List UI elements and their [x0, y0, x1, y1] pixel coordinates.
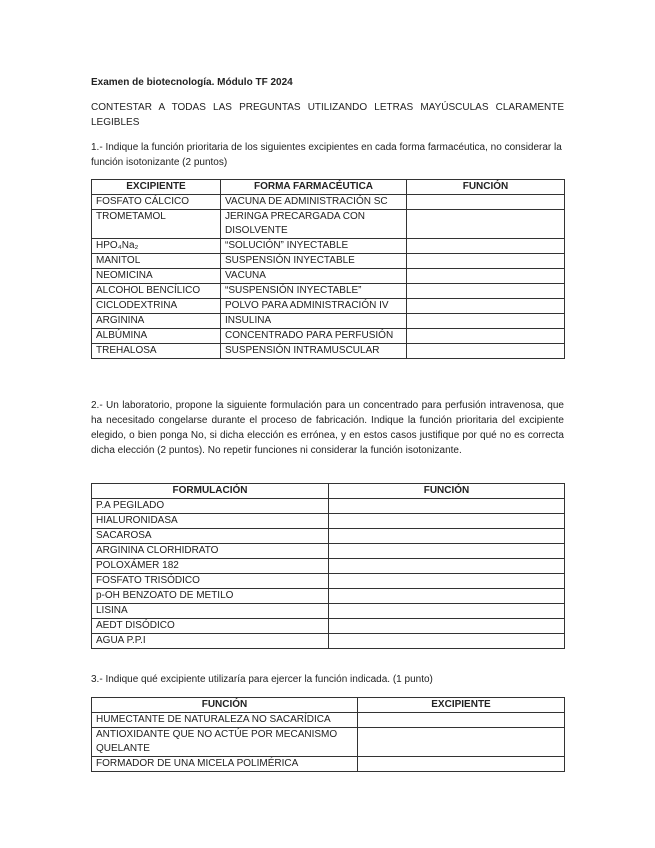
forma-cell: “SUSPENSIÓN INYECTABLE”	[221, 284, 407, 299]
table-row	[92, 757, 565, 772]
header-excipiente: EXCIPIENTE	[92, 180, 221, 195]
excipiente-cell: TREHALOSA	[92, 344, 221, 359]
question-2-table	[91, 483, 565, 649]
table-row	[92, 514, 565, 529]
funcion-answer-cell[interactable]	[407, 210, 565, 239]
formulacion-cell: AGUA P.P.I	[92, 634, 329, 649]
table-row	[92, 344, 565, 359]
funcion-answer-cell[interactable]	[329, 559, 565, 574]
table-row	[92, 314, 565, 329]
table-row	[92, 195, 565, 210]
table-row	[92, 574, 565, 589]
excipiente-answer-cell[interactable]	[358, 713, 565, 728]
formulacion-cell: POLOXÁMER 182	[92, 559, 329, 574]
header-funcion: FUNCIÓN	[407, 180, 565, 195]
excipiente-answer-cell[interactable]	[358, 757, 565, 772]
question-1-text: 1.- Indique la función prioritaria de los siguientes excipientes en cada forma farmacéutica, no considerar la función isotonizante (2 puntos)	[91, 142, 562, 168]
question-3-text: 3.- Indique qué excipiente utilizaría para ejercer la función indicada. (1 punto)	[91, 674, 433, 685]
table-row	[92, 499, 565, 514]
funcion-cell: ANTIOXIDANTE QUE NO ACTÚE POR MECANISMO QUELANTE	[92, 728, 358, 757]
formulacion-cell: FOSFATO TRISÓDICO	[92, 574, 329, 589]
table-row	[92, 299, 565, 314]
funcion-answer-cell[interactable]	[407, 269, 565, 284]
table-row	[92, 589, 565, 604]
funcion-answer-cell[interactable]	[407, 314, 565, 329]
funcion-cell: HUMECTANTE DE NATURALEZA NO SACARÍDICA	[92, 713, 358, 728]
forma-cell: CONCENTRADO PARA PERFUSIÓN	[221, 329, 407, 344]
forma-cell: INSULINA	[221, 314, 407, 329]
table-header-row	[92, 698, 565, 713]
excipiente-cell: FOSFATO CÁLCICO	[92, 195, 221, 210]
table-row	[92, 269, 565, 284]
funcion-answer-cell[interactable]	[407, 254, 565, 269]
funcion-answer-cell[interactable]	[407, 344, 565, 359]
funcion-answer-cell[interactable]	[407, 299, 565, 314]
table-row	[92, 254, 565, 269]
formulacion-cell: HIALURONIDASA	[92, 514, 329, 529]
table-row	[92, 634, 565, 649]
excipiente-cell: ARGININA	[92, 314, 221, 329]
table-row	[92, 713, 565, 728]
excipiente-cell: NEOMICINA	[92, 269, 221, 284]
header-forma: FORMA FARMACÉUTICA	[221, 180, 407, 195]
table-row	[92, 284, 565, 299]
question-3-table	[91, 697, 565, 772]
forma-cell: POLVO PARA ADMINISTRACIÓN IV	[221, 299, 407, 314]
funcion-cell: FORMADOR DE UNA MICELA POLIMÉRICA	[92, 757, 358, 772]
funcion-answer-cell[interactable]	[407, 195, 565, 210]
exam-title: Examen de biotecnología. Módulo TF 2024	[91, 77, 293, 88]
funcion-answer-cell[interactable]	[329, 544, 565, 559]
forma-cell: SUSPENSIÓN INYECTABLE	[221, 254, 407, 269]
forma-cell: SUSPENSIÓN INTRAMUSCULAR	[221, 344, 407, 359]
excipiente-cell: MANITOL	[92, 254, 221, 269]
table-row	[92, 544, 565, 559]
excipiente-cell: ALBÚMINA	[92, 329, 221, 344]
question-2-text: 2.- Un laboratorio, propone la siguiente formulación para un concentrado para perfusión intravenosa, que ha necesitado congelarse durante el proceso de fabricación. Indique la función prioritaria del excipiente elegido, o bien ponga No, si dicha elección es errónea, y en estos casos justifique por qué no es correcta dicha elección (2 puntos). No repetir funciones ni considerar la función isotonizante.	[91, 400, 564, 456]
table-row	[92, 210, 565, 239]
funcion-answer-cell[interactable]	[329, 574, 565, 589]
formulacion-cell: ARGININA CLORHIDRATO	[92, 544, 329, 559]
forma-cell: VACUNA	[221, 269, 407, 284]
funcion-answer-cell[interactable]	[329, 634, 565, 649]
funcion-answer-cell[interactable]	[407, 284, 565, 299]
table-row	[92, 619, 565, 634]
table-row	[92, 329, 565, 344]
formulacion-cell: P.A PEGILADO	[92, 499, 329, 514]
header-formulacion: FORMULACIÓN	[92, 484, 329, 499]
funcion-answer-cell[interactable]	[329, 514, 565, 529]
forma-cell: “SOLUCIÓN” INYECTABLE	[221, 239, 407, 254]
header-funcion: FUNCIÓN	[329, 484, 565, 499]
header-excipiente: EXCIPIENTE	[358, 698, 565, 713]
table-row	[92, 559, 565, 574]
forma-cell: JERINGA PRECARGADA CON DISOLVENTE	[221, 210, 407, 239]
funcion-answer-cell[interactable]	[329, 619, 565, 634]
header-funcion: FUNCIÓN	[92, 698, 358, 713]
table-row	[92, 239, 565, 254]
funcion-answer-cell[interactable]	[329, 604, 565, 619]
formulacion-cell: SACAROSA	[92, 529, 329, 544]
funcion-answer-cell[interactable]	[329, 499, 565, 514]
excipiente-cell: CICLODEXTRINA	[92, 299, 221, 314]
excipiente-cell: HPO₄Na₂	[92, 239, 221, 254]
excipiente-cell: TROMETAMOL	[92, 210, 221, 239]
table-header-row	[92, 484, 565, 499]
funcion-answer-cell[interactable]	[329, 529, 565, 544]
question-1-table	[91, 179, 565, 359]
excipiente-cell: ALCOHOL BENCÍLICO	[92, 284, 221, 299]
instructions: CONTESTAR A TODAS LAS PREGUNTAS UTILIZANDO LETRAS MAYÚSCULAS CLARAMENTE LEGIBLES	[91, 102, 564, 128]
table-header-row	[92, 180, 565, 195]
formulacion-cell: LISINA	[92, 604, 329, 619]
table-row	[92, 604, 565, 619]
table-row	[92, 728, 565, 757]
funcion-answer-cell[interactable]	[407, 329, 565, 344]
forma-cell: VACUNA DE ADMINISTRACIÓN SC	[221, 195, 407, 210]
formulacion-cell: AEDT DISÓDICO	[92, 619, 329, 634]
funcion-answer-cell[interactable]	[329, 589, 565, 604]
funcion-answer-cell[interactable]	[407, 239, 565, 254]
table-row	[92, 529, 565, 544]
excipiente-answer-cell[interactable]	[358, 728, 565, 757]
formulacion-cell: p-OH BENZOATO DE METILO	[92, 589, 329, 604]
